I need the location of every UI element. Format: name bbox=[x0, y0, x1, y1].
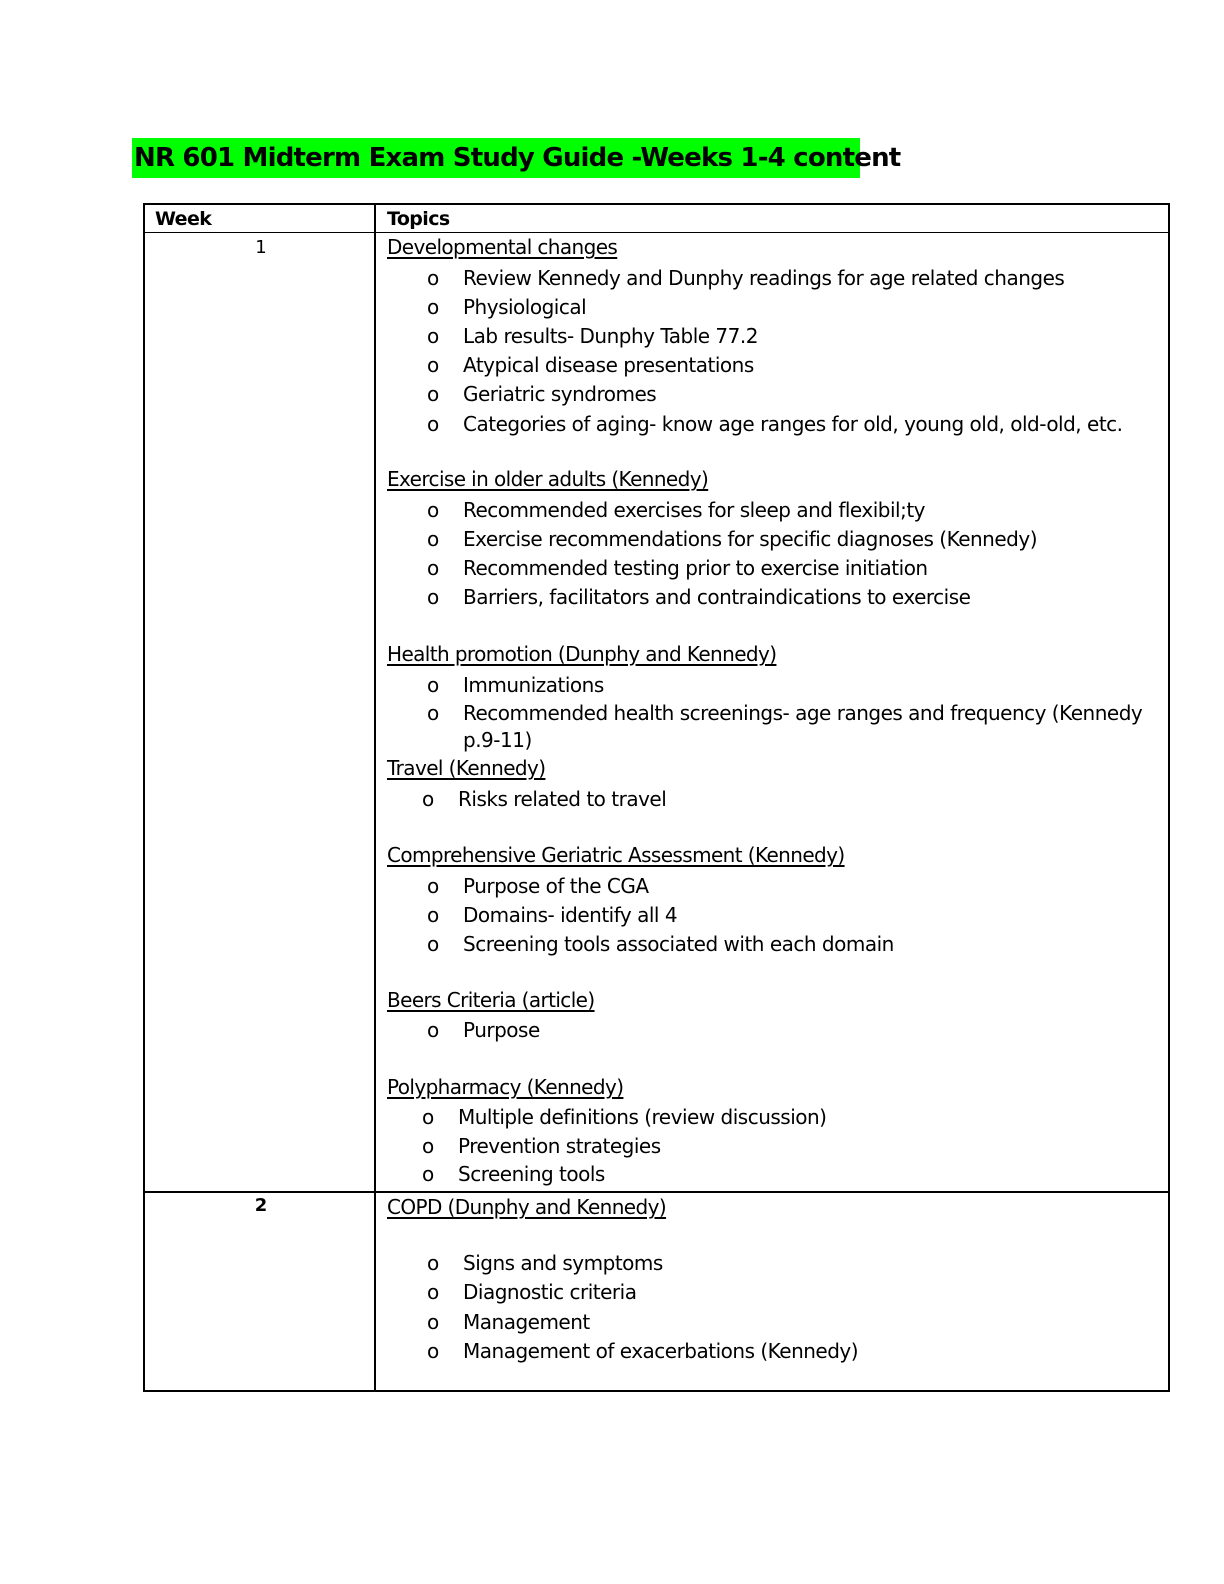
week-2-number: 2 bbox=[254, 1195, 268, 1216]
week-1-number: 1 bbox=[255, 237, 267, 258]
section-heading: Comprehensive Geriatric Assessment (Kennedy) bbox=[387, 843, 845, 867]
section-heading: Health promotion (Dunphy and Kennedy) bbox=[387, 642, 777, 666]
bullet-icon: o bbox=[427, 295, 439, 319]
bullet-icon: o bbox=[427, 353, 439, 377]
bullet-icon: o bbox=[427, 266, 439, 290]
section-heading: Developmental changes bbox=[387, 235, 618, 259]
bullet-icon: o bbox=[422, 1162, 434, 1186]
section-heading: Beers Criteria (article) bbox=[387, 988, 595, 1012]
header-week: Week bbox=[155, 208, 212, 230]
bullet-icon: o bbox=[427, 585, 439, 609]
document-title: NR 601 Midterm Exam Study Guide -Weeks 1-4 content bbox=[132, 138, 860, 178]
bullet-icon: o bbox=[427, 673, 439, 697]
bullet-icon: o bbox=[427, 1280, 439, 1304]
bullet-icon: o bbox=[422, 787, 434, 811]
bullet-icon: o bbox=[427, 498, 439, 522]
section-heading: COPD (Dunphy and Kennedy) bbox=[387, 1195, 667, 1219]
bullet-icon: o bbox=[422, 1105, 434, 1129]
header-topics: Topics bbox=[387, 208, 450, 230]
section-heading: Exercise in older adults (Kennedy) bbox=[387, 467, 709, 491]
bullet-icon: o bbox=[427, 1251, 439, 1275]
bullet-icon: o bbox=[427, 382, 439, 406]
bullet-icon: o bbox=[427, 1310, 439, 1334]
bullet-icon: o bbox=[427, 324, 439, 348]
bullet-icon: o bbox=[427, 527, 439, 551]
bullet-icon: o bbox=[427, 1339, 439, 1363]
section-heading: Polypharmacy (Kennedy) bbox=[387, 1075, 624, 1099]
bullet-icon: o bbox=[427, 1018, 439, 1042]
bullet-icon: o bbox=[427, 412, 439, 436]
bullet-icon: o bbox=[427, 932, 439, 956]
header-divider bbox=[145, 232, 1168, 233]
bullet-icon: o bbox=[427, 701, 439, 725]
bullet-icon: o bbox=[427, 903, 439, 927]
row-divider bbox=[145, 1191, 1168, 1193]
bullet-icon: o bbox=[427, 556, 439, 580]
section-heading: Travel (Kennedy) bbox=[387, 756, 546, 780]
bullet-icon: o bbox=[427, 874, 439, 898]
bullet-icon: o bbox=[422, 1134, 434, 1158]
